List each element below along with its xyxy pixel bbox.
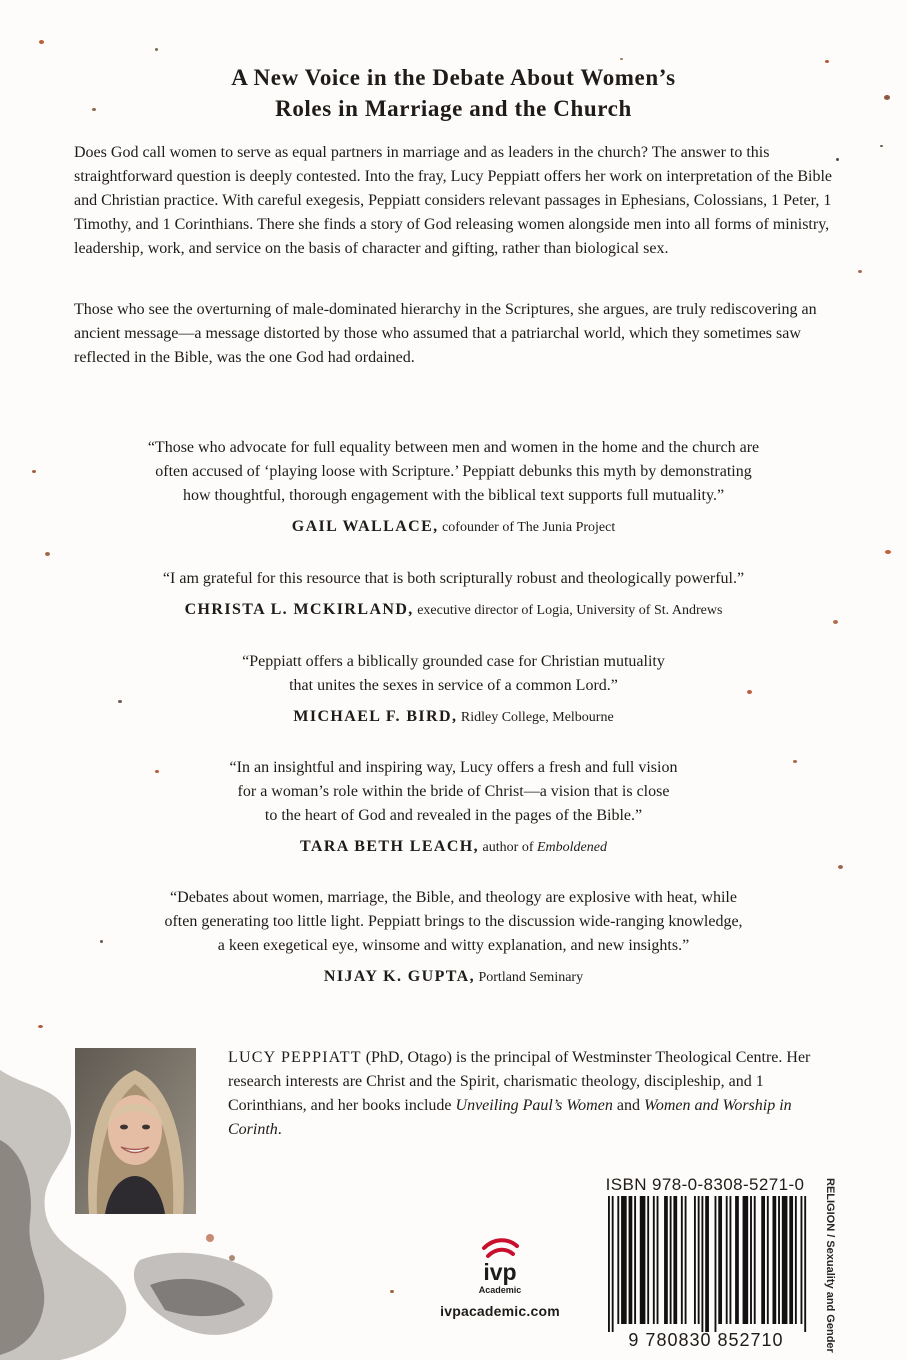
headline <box>60 62 847 124</box>
barcode-bar <box>698 1196 700 1324</box>
barcode-bar <box>647 1196 649 1324</box>
barcode-bar <box>657 1196 659 1324</box>
barcode-bar <box>612 1196 614 1332</box>
endorser-affiliation: executive director of Logia, University of St. Andrews <box>417 603 723 618</box>
endorser-signature <box>40 515 867 540</box>
barcode-bar <box>608 1196 610 1332</box>
endorsement-quote-line: to the heart of God and revealed in the pages of the Bible.” <box>264 807 643 824</box>
barcode-bar <box>754 1196 756 1324</box>
barcode-bar <box>795 1196 797 1324</box>
barcode-bar <box>772 1196 776 1324</box>
endorser-affiliation: Portland Seminary <box>478 970 584 985</box>
barcode-bar <box>685 1196 687 1324</box>
headline-line-2: Roles in Marriage and the Church <box>275 96 632 121</box>
isbn-barcode <box>604 1196 812 1332</box>
barcode-bar <box>730 1196 732 1324</box>
author-photo <box>75 1048 196 1214</box>
barcode-bar <box>743 1196 749 1324</box>
endorsement-quote-line: “Debates about women, marriage, the Bible, and theology are explosive with heat, while <box>170 889 737 906</box>
author-bio-text: and <box>612 1097 644 1114</box>
barcode-bar <box>664 1196 668 1324</box>
endorsement-quote-line: “Peppiatt offers a biblically grounded case for Christian mutuality <box>242 653 665 670</box>
barcode-bar <box>804 1196 806 1332</box>
endorser-name: CHRISTA L. MCKIRLAND, <box>184 601 414 618</box>
barcode-bar <box>634 1196 636 1324</box>
endorsement-quote-line: that unites the sexes in service of a common Lord.” <box>289 677 618 694</box>
author-book-1: Unveiling Paul’s Women <box>455 1097 613 1114</box>
endorser-name: TARA BETH LEACH, <box>300 838 480 855</box>
endorsement <box>40 436 867 540</box>
endorsement-quote-line: often accused of ‘playing loose with Scripture.’ Peppiatt debunks this myth by demonstrating <box>155 463 752 480</box>
barcode-bar <box>701 1196 703 1332</box>
endorser-affiliation: cofounder of The Junia Project <box>442 520 616 535</box>
barcode-bar <box>789 1196 793 1324</box>
barcode-bar <box>782 1196 788 1324</box>
isbn-label: ISBN 978-0-8308-5271-0 <box>605 1175 805 1194</box>
logo-wordmark: ivp <box>483 1259 517 1285</box>
author-name: LUCY PEPPIATT <box>228 1049 362 1066</box>
category-label: RELIGION / Sexuality and Gender <box>824 1178 836 1353</box>
barcode-bar <box>718 1196 722 1324</box>
publisher-url[interactable]: ivpacademic.com <box>440 1303 560 1319</box>
endorsement-quote-line: a keen exegetical eye, winsome and witty explanation, and new insights.” <box>217 937 690 954</box>
blurb-paragraph-1: Does God call women to serve as equal partners in marriage and as leaders in the church? The answer to this straightforward question is deeply contested. Into the fray, Lucy Peppiatt offers her work on interpretation of the Bible and Christian practice. With careful exegesis, Peppiatt considers relevant passages in Ephesians, Colossians, 1 Peter, 1 Timothy, and 1 Corinthians. There she finds a story of God releasing women alongside men into all forms of ministry, leadership, work, and service on the basis of character and gifting, rather than biological sex. <box>74 144 833 257</box>
barcode-bar <box>621 1196 627 1324</box>
endorser-name: MICHAEL F. BIRD, <box>293 708 458 725</box>
barcode-bar <box>726 1196 728 1324</box>
author-book-2: Women and Worship in Corinth <box>228 1097 792 1138</box>
author-bio-text: . <box>277 1121 282 1138</box>
barcode-bar <box>767 1196 769 1324</box>
barcode-bar <box>681 1196 683 1324</box>
endorsement-quote-line: often generating too little light. Peppiatt brings to the discussion wide-ranging knowledge, <box>164 913 743 930</box>
headline-line-1: A New Voice in the Debate About Women’s <box>231 65 676 90</box>
barcode-bar <box>640 1196 646 1324</box>
barcode-bar <box>735 1196 739 1324</box>
barcode-bar <box>705 1196 709 1332</box>
barcode-bar <box>617 1196 619 1324</box>
barcode-bar <box>715 1196 717 1332</box>
endorser-signature <box>40 835 867 860</box>
blurb-paragraph-2: Those who see the overturning of male-dominated hierarchy in the Scriptures, she argues, are truly rediscovering an ancient message—a message distorted by those who assumed that a patriarchal world, which they sometimes saw reflected in the Bible, was the one God had ordained. <box>74 301 817 366</box>
endorsement-quote-line: “I am grateful for this resource that is both scripturally robust and theologically powerful.” <box>162 570 745 587</box>
endorser-book-title: Emboldened <box>536 840 607 855</box>
barcode-bar <box>694 1196 696 1324</box>
publisher-logo <box>440 1236 560 1319</box>
endorser-affiliation: Ridley College, Melbourne <box>460 710 614 725</box>
barcode-digits: 9 780830 852710 <box>628 1330 784 1350</box>
barcode-bar <box>801 1196 803 1324</box>
endorsement <box>40 886 867 990</box>
barcode-bar <box>761 1196 765 1324</box>
endorsement-quote-line: “Those who advocate for full equality between men and women in the home and the church are <box>147 439 760 456</box>
endorsement-quote-line: for a woman’s role within the bride of Christ—a vision that is close <box>237 783 670 800</box>
barcode-bar <box>653 1196 655 1324</box>
barcode-bar <box>778 1196 780 1324</box>
ivp-logo-icon <box>470 1236 530 1294</box>
author-bio-text: (PhD, Otago) is the principal of Westminster Theological Centre. Her research interests are Christ and the Spirit, charismatic theology, discipleship, and 1 Corinthians, and her books include <box>228 1049 811 1114</box>
endorsement-quote-line: “In an insightful and inspiring way, Lucy offers a fresh and full vision <box>229 759 678 776</box>
endorser-signature <box>40 705 867 730</box>
endorser-name: NIJAY K. GUPTA, <box>323 968 475 985</box>
endorsement-quote-line: how thoughtful, thorough engagement with the biblical text supports full mutuality.” <box>182 487 725 504</box>
barcode-bar <box>750 1196 752 1324</box>
endorser-name: GAIL WALLACE, <box>291 518 439 535</box>
endorser-signature <box>40 965 867 990</box>
endorsement <box>40 650 867 730</box>
endorser-signature <box>40 598 867 623</box>
barcode-bar <box>629 1196 633 1324</box>
barcode-bar <box>670 1196 672 1324</box>
author-bio <box>228 1046 833 1142</box>
endorsement <box>40 567 867 623</box>
barcode-bar <box>673 1196 677 1324</box>
endorsement <box>40 756 867 860</box>
logo-subtext: Academic <box>478 1285 522 1294</box>
endorser-affiliation-prefix: author of <box>482 840 534 855</box>
